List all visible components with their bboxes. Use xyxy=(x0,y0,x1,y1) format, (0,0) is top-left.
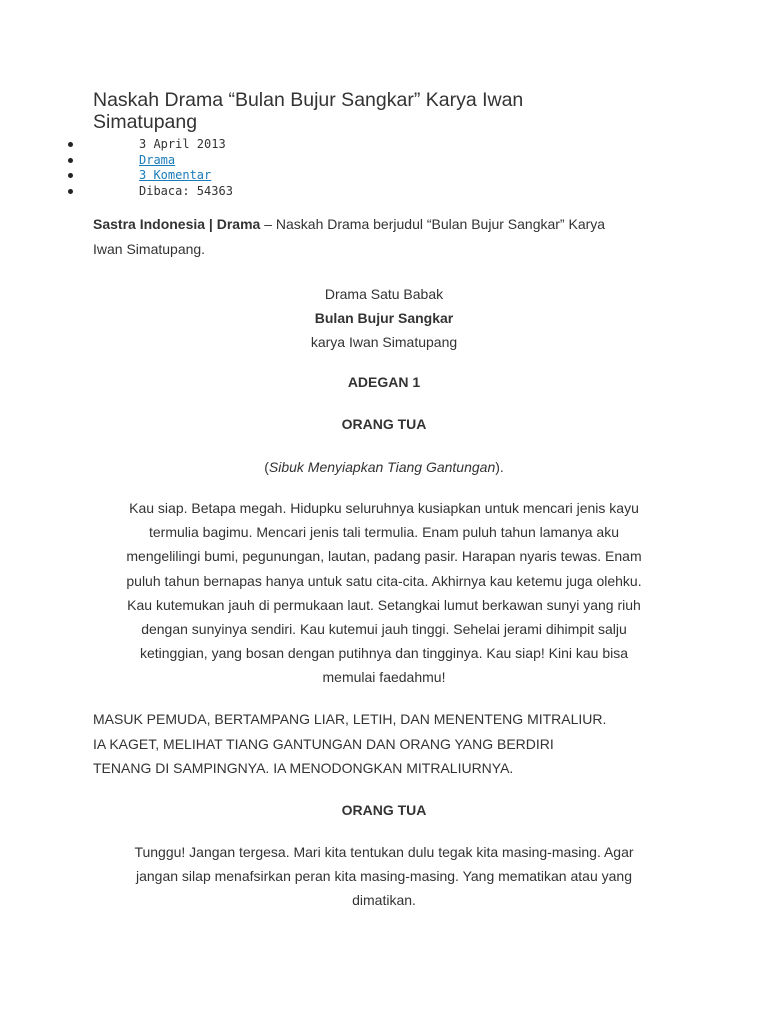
dialogue-line: termulia bagimu. Mencari jenis tali termulia. Enam puluh tahun lamanya aku xyxy=(148,524,619,541)
stage-direction-text: Sibuk Menyiapkan Tiang Gantungan xyxy=(268,459,496,475)
bullet-icon xyxy=(68,173,73,178)
title-line-2: Simatupang xyxy=(93,111,198,133)
play-author: karya Iwan Simatupang xyxy=(310,334,458,350)
intro-source: Sastra Indonesia | Drama xyxy=(93,216,261,232)
dialogue-paragraph-2 xyxy=(84,840,684,913)
views-count: Dibaca: 54363 xyxy=(139,183,233,198)
dialogue-line: memulai faedahmu! xyxy=(322,669,446,686)
bullet-icon xyxy=(68,142,73,147)
dialogue-line: Tunggu! Jangan tergesa. Mari kita tentukan dulu tegak kita masing-masing. Agar xyxy=(134,844,634,860)
scene-heading: ADEGAN 1 xyxy=(347,374,421,390)
dialogue-line: mengelilingi bumi, pegunungan, lautan, padang pasir. Harapan nyaris tewas. Enam xyxy=(126,548,642,565)
play-header xyxy=(84,282,684,354)
speaker-heading-1: ORANG TUA xyxy=(341,416,427,432)
intro-paragraph xyxy=(93,212,673,261)
dialogue-line: puluh tahun bernapas hanya untuk satu cita-cita. Akhirnya kau ketemu juga olehku. xyxy=(126,572,642,589)
intro-text-2: Iwan Simatupang. xyxy=(93,240,206,257)
paren-close: ). xyxy=(495,459,504,475)
dialogue-line: dengan sunyinya sendiri. Kau kutemui jauh tinggi. Sehelai jerami dihimpit salju xyxy=(141,621,627,638)
dialogue-line: ketinggian, yang bosan dengan putihnya dan tingginya. Kau siap! Kini kau bisa xyxy=(139,645,629,662)
category-link[interactable]: Drama xyxy=(139,152,176,167)
stage-line: IA KAGET, MELIHAT TIANG GANTUNGAN DAN ORANG YANG BERDIRI xyxy=(93,735,554,752)
speaker-heading-2: ORANG TUA xyxy=(341,802,427,818)
paren-open: ( xyxy=(264,459,269,475)
stage-line: TENANG DI SAMPINGNYA. IA MENODONGKAN MITRALIURNYA. xyxy=(93,760,514,776)
play-type: Drama Satu Babak xyxy=(324,286,444,302)
title-line-1: Naskah Drama “Bulan Bujur Sangkar” Karya Iwan xyxy=(93,89,524,111)
stage-direction xyxy=(84,457,684,477)
dialogue-paragraph-1 xyxy=(84,496,684,690)
stage-instruction-block xyxy=(93,707,693,781)
article-title xyxy=(93,89,693,133)
dialogue-line: Kau siap. Betapa megah. Hidupku seluruhnya kusiapkan untuk mencari jenis kayu xyxy=(129,500,639,516)
bullet-icon xyxy=(68,158,73,163)
play-title: Bulan Bujur Sangkar xyxy=(314,310,454,326)
dialogue-line: jangan silap menafsirkan peran kita masing-masing. Yang mematikan atau yang xyxy=(136,868,632,885)
bullet-icon xyxy=(68,189,73,194)
comments-link[interactable]: 3 Komentar xyxy=(139,168,212,182)
dialogue-line: dimatikan. xyxy=(352,892,416,909)
post-date: 3 April 2013 xyxy=(139,137,226,151)
stage-line: MASUK PEMUDA, BERTAMPANG LIAR, LETIH, DAN MENENTENG MITRALIUR. xyxy=(93,711,607,727)
dialogue-line: Kau kutemukan jauh di permukaan laut. Setangkai lumut berkawan sunyi yang riuh xyxy=(127,596,641,613)
intro-text-1: – Naskah Drama berjudul “Bulan Bujur Sangkar” Karya xyxy=(260,216,606,232)
